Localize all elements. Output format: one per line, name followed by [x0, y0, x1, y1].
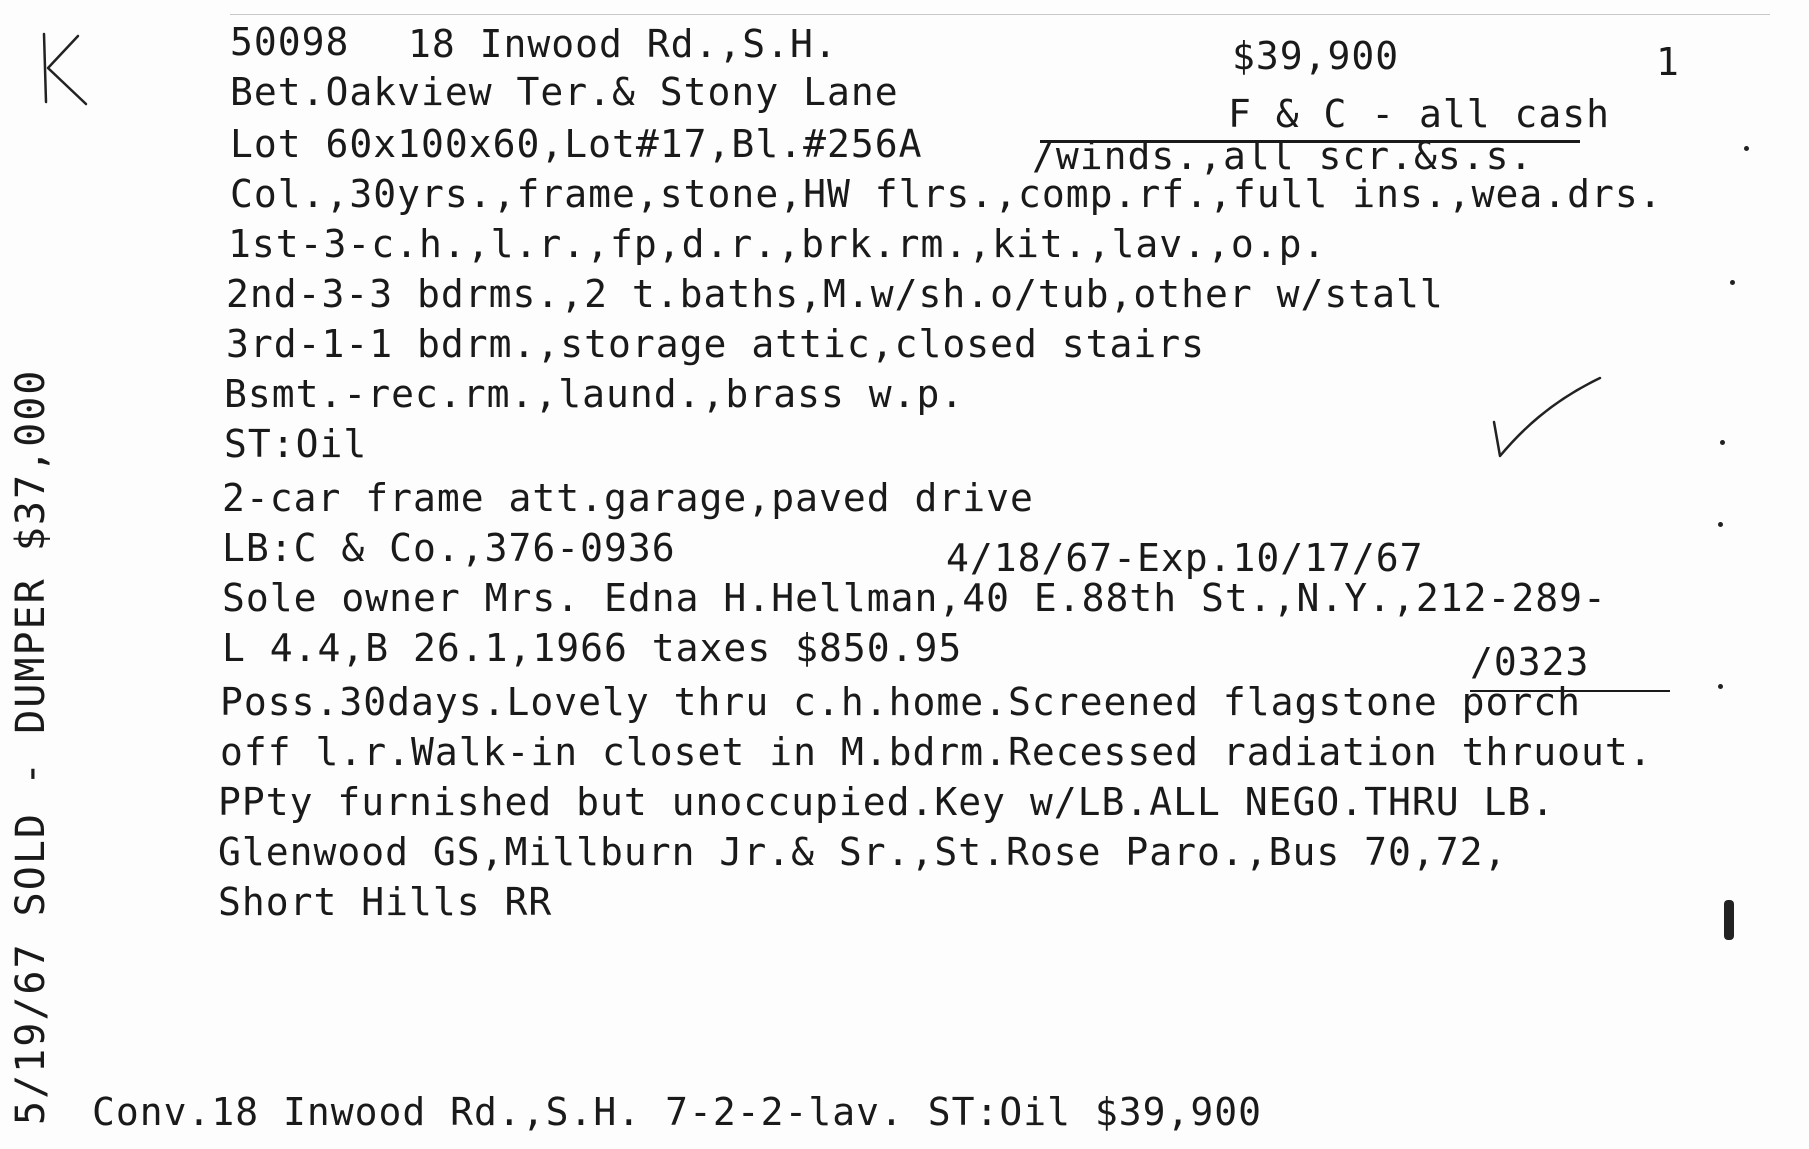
margin-dot — [1744, 146, 1749, 151]
owner-info: Sole owner Mrs. Edna H.Hellman,40 E.88th St.,N.Y.,212-289- — [222, 576, 1607, 620]
garage: 2-car frame att.garage,paved drive — [222, 476, 1034, 520]
ink-blot — [1724, 900, 1734, 940]
remarks-line-3: PPty furnished but unoccupied.Key w/LB.ALL NEGO.THRU LB. — [218, 780, 1556, 824]
margin-dot — [1720, 440, 1725, 445]
margin-dot — [1718, 684, 1723, 689]
cross-streets: Bet.Oakview Ter.& Stony Lane — [230, 70, 899, 114]
phone-continuation: /0323 — [1470, 640, 1590, 684]
remarks-line-1: Poss.30days.Lovely thru c.h.home.Screened flagstone porch — [220, 680, 1582, 724]
third-floor: 3rd-1-1 bdrm.,storage attic,closed stairs — [226, 322, 1205, 366]
second-floor: 2nd-3-3 bdrms.,2 t.baths,M.w/sh.o/tub,other w/stall — [226, 272, 1444, 316]
listing-price: $39,900 — [1232, 34, 1400, 78]
lot-info: Lot 60x100x60,Lot#17,Bl.#256A — [230, 122, 923, 166]
construction-info: Col.,30yrs.,frame,stone,HW flrs.,comp.rf.,full ins.,wea.drs. — [230, 172, 1663, 216]
financing-note: F & C - all cash — [1228, 92, 1611, 136]
page-number: 1 — [1656, 40, 1680, 84]
taxes: L 4.4,B 26.1,1966 taxes $850.95 — [222, 626, 963, 670]
footer-summary: Conv.18 Inwood Rd.,S.H. 7-2-2-lav. ST:Oil $39,900 — [92, 1090, 1263, 1134]
listing-broker: LB:C & Co.,376-0936 — [222, 526, 676, 570]
listing-number: 50098 — [230, 20, 350, 64]
handwritten-k-mark — [36, 28, 96, 108]
heating: ST:Oil — [224, 422, 368, 466]
listing-dates: 4/18/67-Exp.10/17/67 — [946, 536, 1424, 580]
windows-note: /winds.,all scr.&s.s. — [1032, 134, 1534, 178]
margin-dot — [1718, 522, 1723, 527]
railroad: Short Hills RR — [218, 880, 553, 924]
card-top-rule — [230, 14, 1770, 15]
first-floor: 1st-3-c.h.,l.r.,fp,d.r.,brk.rm.,kit.,lav.,o.p. — [228, 222, 1327, 266]
margin-dot — [1730, 280, 1735, 285]
listing-address: 18 Inwood Rd.,S.H. — [408, 22, 838, 66]
remarks-line-2: off l.r.Walk-in closet in M.bdrm.Recessed radiation thruout. — [220, 730, 1653, 774]
handwritten-checkmark — [1490, 372, 1610, 462]
basement: Bsmt.-rec.rm.,laund.,brass w.p. — [224, 372, 965, 416]
sold-stamp: 5/19/67 SOLD - DUMPER $37,000 — [8, 368, 54, 1125]
schools-transport: Glenwood GS,Millburn Jr.& Sr.,St.Rose Paro.,Bus 70,72, — [218, 830, 1508, 874]
